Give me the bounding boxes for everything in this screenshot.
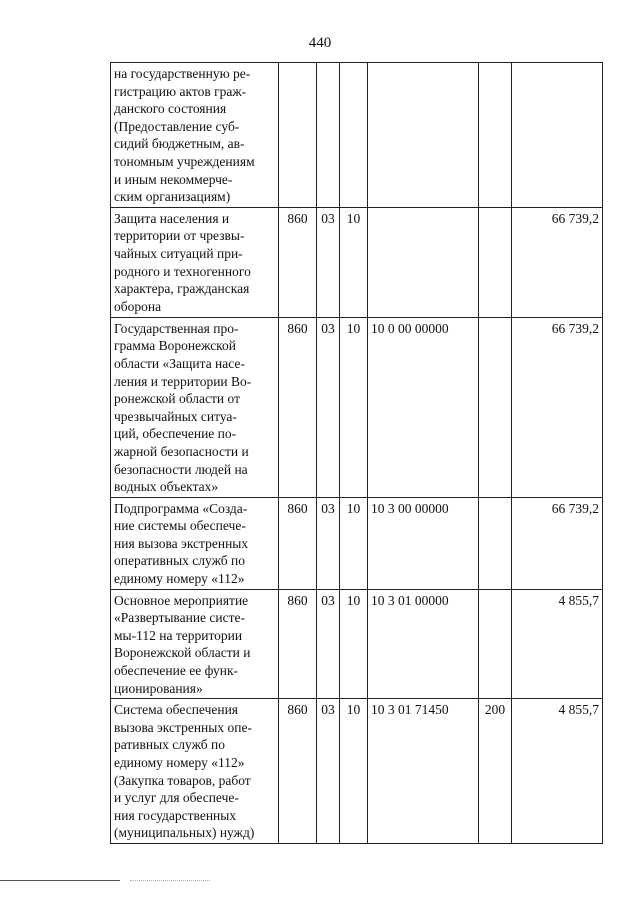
grbs-code-cell: 860 <box>279 699 317 844</box>
section-code-cell <box>317 63 340 208</box>
expense-type-cell: 200 <box>479 699 512 844</box>
table-row <box>111 497 603 589</box>
table-row <box>111 63 603 208</box>
page-number: 440 <box>308 35 332 51</box>
row-name-cell <box>111 207 279 317</box>
table-row <box>111 207 603 317</box>
expense-type-cell <box>479 497 512 589</box>
row-name-cell <box>111 497 279 589</box>
row-name-cell <box>111 699 279 844</box>
row-name-cell <box>111 589 279 699</box>
subsection-code-cell: 10 <box>340 699 368 844</box>
grbs-code-cell: 860 <box>279 589 317 699</box>
subsection-code-cell: 10 <box>340 497 368 589</box>
row-name: Защита населения и территории от чрезвы- чайных ситуаций при- родного и техногенного характера, гражданская оборона <box>114 210 251 314</box>
grbs-code-cell <box>279 63 317 208</box>
expense-type-cell <box>479 317 512 497</box>
amount-cell: 66 739,2 <box>512 497 603 589</box>
section-code-cell: 03 <box>317 317 340 497</box>
target-article-cell: 10 3 00 00000 <box>368 497 479 589</box>
table-row <box>111 317 603 497</box>
amount-cell: 66 739,2 <box>512 207 603 317</box>
target-article-cell: 10 0 00 00000 <box>368 317 479 497</box>
grbs-code-cell: 860 <box>279 207 317 317</box>
amount-cell: 66 739,2 <box>512 317 603 497</box>
target-article-cell <box>368 63 479 208</box>
subsection-code-cell: 10 <box>340 317 368 497</box>
table-row <box>111 589 603 699</box>
row-name: Государственная про- грамма Воронежской области «Защита насе- ления и территории Во- ронежской области от чрезвычайных ситуа- ций, обеспечение по- жарной безопасности и безопасности людей на водных объектах» <box>114 320 252 495</box>
section-code-cell: 03 <box>317 207 340 317</box>
section-code-cell: 03 <box>317 497 340 589</box>
target-article-cell: 10 3 01 71450 <box>368 699 479 844</box>
row-name: на государственную ре- гистрацию актов граж- данского состояния (Предоставление суб- сидий бюджетным, ав- тономным учреждениям и иным некоммерче- ским организациям) <box>114 66 255 205</box>
subsection-code-cell: 10 <box>340 207 368 317</box>
amount-cell: 4 855,7 <box>512 589 603 699</box>
row-name: Основное мероприятие «Развертывание систе- мы-112 на территории Воронежской области и обеспечение ее функ- ционирования» <box>114 592 251 696</box>
row-name: Подпрограмма «Созда- ние системы обеспече- ния вызова экстренных оперативных служб по единому номеру «112» <box>114 500 249 587</box>
grbs-code-cell: 860 <box>279 317 317 497</box>
amount-cell <box>512 63 603 208</box>
table-row <box>111 699 603 844</box>
expense-type-cell <box>479 207 512 317</box>
section-code-cell: 03 <box>317 589 340 699</box>
subsection-code-cell <box>340 63 368 208</box>
target-article-cell <box>368 207 479 317</box>
subsection-code-cell: 10 <box>340 589 368 699</box>
footer-rule <box>0 880 120 881</box>
target-article-cell: 10 3 01 00000 <box>368 589 479 699</box>
expense-type-cell <box>479 589 512 699</box>
row-name: Система обеспечения вызова экстренных опе- ративных служб по единому номеру «112» (Закупка товаров, работ и услуг для обеспече- ния государственных (муниципальных) нужд) <box>114 702 255 841</box>
section-code-cell: 03 <box>317 699 340 844</box>
amount-cell: 4 855,7 <box>512 699 603 844</box>
row-name-cell <box>111 317 279 497</box>
expense-type-cell <box>479 63 512 208</box>
grbs-code-cell: 860 <box>279 497 317 589</box>
budget-table <box>110 62 603 844</box>
row-name-cell <box>111 63 279 208</box>
footer-rule-faint <box>130 880 210 881</box>
